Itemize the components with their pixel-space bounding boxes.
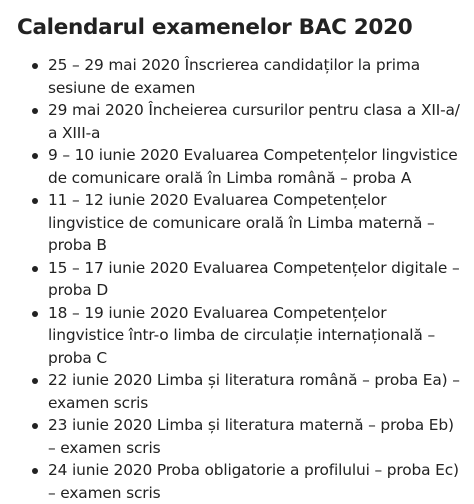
exam-calendar-list (17, 54, 464, 504)
list-item-text: 22 iunie 2020 Limba și literatura română – proba Ea) – examen scris (48, 371, 460, 412)
bullet-icon (32, 198, 38, 204)
list-item (17, 369, 464, 414)
list-item-text: 24 iunie 2020 Proba obligatorie a profilului – proba Ec) – examen scris (48, 461, 459, 502)
bullet-icon (32, 468, 38, 474)
bullet-icon (32, 311, 38, 317)
bullet-icon (32, 423, 38, 429)
list-item-text: 25 – 29 mai 2020 Înscrierea candidaților la prima sesiune de examen (48, 56, 420, 97)
list-item (17, 257, 464, 302)
bullet-icon (32, 266, 38, 272)
list-item-text: 23 iunie 2020 Limba și literatura maternă – proba Eb) – examen scris (48, 416, 454, 457)
bullet-icon (32, 63, 38, 69)
list-item (17, 414, 464, 459)
list-item-text: 15 – 17 iunie 2020 Evaluarea Competențelor digitale – proba D (48, 258, 460, 299)
list-item-text: 9 – 10 iunie 2020 Evaluarea Competențelor lingvistice de comunicare orală în Limba română – proba A (48, 146, 458, 187)
list-item-text: 18 – 19 iunie 2020 Evaluarea Competențelor lingvistice într-o limba de circulație internațională – proba C (48, 303, 435, 367)
bullet-icon (32, 153, 38, 159)
list-item-text: 29 mai 2020 Încheierea cursurilor pentru clasa a XII-a/ a XIII-a (48, 101, 460, 142)
list-item (17, 302, 464, 370)
list-item (17, 189, 464, 257)
bullet-icon (32, 378, 38, 384)
list-item (17, 99, 464, 144)
list-item (17, 54, 464, 99)
list-item-text: 11 – 12 iunie 2020 Evaluarea Competențelor lingvistice de comunicare orală în Limba maternă – proba B (48, 191, 435, 254)
list-item (17, 144, 464, 189)
bullet-icon (32, 108, 38, 114)
page-title: Calendarul examenelor BAC 2020 (17, 15, 413, 40)
list-item (17, 459, 464, 504)
